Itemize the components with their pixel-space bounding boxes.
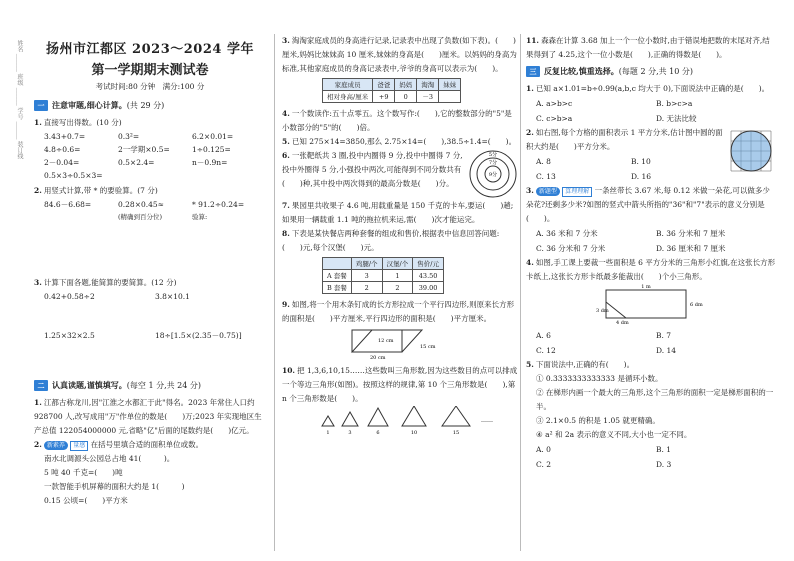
svg-text:1: 1 [326,430,330,436]
height-table: 家庭成员 爸爸 妈妈 淘淘 妹妹 相对身高/厘米 +9 0 －3 [322,78,461,103]
column-3 [526,34,776,553]
question-2-2: 2. 新素养 量感 在括号里填合适的面积单位或数。 [34,440,204,449]
calc-note-row: (精确到百分位) 验算: [118,213,208,221]
dim-label: 15 cm [420,344,436,350]
calc-row: 84.6－6.68= 0.28×0.45≈ * 91.2÷0.24= [44,200,245,209]
target-label: 5分 [488,152,498,158]
question-2-7: 7. 果园里共收果子 4.6 吨,用载重量是 150 千克的卡车,要运( )趟;如果用一辆载重 1.1 吨的拖拉机来运,需( )次才能运完。 [282,201,514,224]
target-label: 9分 [488,172,498,178]
exam-title: 扬州市江都区 2023～2024 学年 [46,42,254,57]
svg-text:6: 6 [376,430,380,436]
fill-line: 南水北调源头公园总占地 41( )。 [44,454,175,463]
svg-text:6 dm: 6 dm [690,302,703,308]
question-2-1: 1. 江都古称龙川,因"江淮之水都汇于此"得名。2023 年常住人口约 928700 人,改写成用"万"作单位的数是( )万;2023 年实现地区生产总值 122054000000 元,省略"亿"后面的尾数约是( )亿元。 [34,398,262,435]
card-diagram [596,284,706,324]
question-1-2: 2. 用竖式计算,带 * 的要验算。(7 分) [34,186,158,195]
svg-text:3: 3 [348,430,352,436]
choice-options: A. 6 B. 7 C. 12 D. 14 [536,331,677,355]
binding-margin: 姓名 ______ 班级 ______ 学号 ______ 装订线 [16,40,23,160]
question-3-4: 4. 如图,手工课上要裁一些面积是 6 平方分米的三角形小红旗,在这张长方形卡纸上,这张长方形卡纸最多能裁出( )个小三角形。 [526,258,776,281]
question-2-10: 10. 把 1,3,6,10,15……这些数叫三角形数,因为这些数目的点可以排成一个等边三角形(如图)。按照这样的规律,第 10 个三角形数是( ),第 n 个三角形数是( )。 [282,366,518,403]
exam-subtitle: 第一学期期末测试卷 [91,63,209,78]
triangle-numbers-diagram [312,406,512,436]
svg-text:……: …… [481,417,493,424]
svg-text:15: 15 [452,430,460,436]
calc-row: 1.25×32×2.5 18÷[1.5×(2.35－0.75)] [44,331,242,340]
fill-line: 一款智能手机屏幕的面积大约是 1( ) [44,482,185,491]
question-2-6: 6. 一张靶纸共 3 圈,投中内圈得 9 分,投中中圈得 7 分,投中外圈得 5 分,小强投中两次,可能得到不同分数共有( )种,其中投中两次得到的最高分数是( )分。 5分 7分 9分 [282,149,518,199]
statement: ② 在梯形内画一个最大的三角形,这个三角形的面积一定是梯形面积的一半。 [536,388,774,411]
grid-circle-diagram [726,126,776,176]
parallelogram-diagram [342,326,442,360]
question-2-11: 11. 森森在计算 3.68 加上一个一位小数时,由于错误地把数的末尾对齐,结果得到了 4.25,这个一位小数是( ),正确的得数是( )。 [526,36,770,59]
question-3-5: 5. 下面说法中,正确的有( )。 [526,360,635,369]
question-2-3: 3. 淘淘家庭成员的身高进行记录,记录表中出现了负数(如下表)。( )厘米,妈妈比妹妹高 10 厘米,妹妹的身高是( )厘米。以妈妈的身高为标准,其他家庭成员的身高记录表中,爷爷的身高可以表示为( )。 [282,36,517,73]
question-2-8: 8. 下表是某快餐店两种套餐的组成和售价,根据表中信息回答问题:( )元,每个汉堡( )元。 [282,229,500,252]
question-2-4: 4. 一个数读作:五十点零五。这个数写作:( ),它的整数部分的"5"是小数部分的"5"的( )倍。 [282,109,512,132]
calc-row: 0.42+0.58÷2 3.8×10.1 [44,292,190,301]
column-divider [520,34,521,551]
question-1-3: 3. 计算下面各题,能简算的要简算。(12 分) [34,278,177,287]
calc-row: 3.43+0.7= 0.3²= 6.2×0.01= [44,132,234,141]
question-3-3: 3. 新题型 算理理解 一条丝带长 3.67 米,每 0.12 米做一朵花,可以做多少朵花?还剩多少米?如图的竖式中箭头所指的"36"和"7"表示的意义分别是( )。 [526,186,770,223]
fill-line: 5 吨 40 千克=( )吨 [44,468,123,477]
fill-line: 0.15 公顷=( )平方米 [44,496,128,505]
question-3-2: 2. 如右图,每个方格的面积表示 1 平方分米,估计图中圆的面积大约是( )平方分米。 A. 8 B. 10 C. 13 D. 16 [526,126,776,184]
section-1-header: 一 注意审题,细心计算。 (共 29 分) [34,100,266,111]
question-2-9: 9. 如图,将一个用木条钉成的长方形拉成一个平行四边形,则原来长方形的面积是( )平方厘米,平行四边形的面积是( )平方厘米。 [282,300,515,323]
svg-text:4 dm: 4 dm [616,320,629,324]
exam-meta: 考试时间:80 分钟 满分:100 分 [95,82,205,91]
section-3-header: 三 反复比较,慎重选择。 (每题 2 分,共 10 分) [526,66,776,77]
target-diagram [468,149,518,199]
statement: ① 0.3333333333333 是循环小数。 [536,374,663,383]
target-label: 7分 [488,160,498,166]
question-2-5: 5. 已知 275×14=3850,那么 2.75×14=( ),38.5÷1.4=( )。 [282,137,517,146]
column-divider [274,34,275,551]
column-2 [282,34,518,553]
dim-label: 20 cm [370,355,386,360]
statement: ③ 2.1×0.5 的积是 1.05 就更精确。 [536,416,660,425]
svg-text:1 m: 1 m [641,284,651,290]
choice-options: A. 0 B. 1 C. 2 D. 3 [536,445,672,469]
choice-options: A. a>b>c B. b>c>a C. c>b>a D. 无法比较 [536,99,697,123]
calc-row: 2－0.04= 0.5×2.4= n－0.9n= [44,158,228,167]
choice-options: A. 36 米和 7 分米 B. 36 分米和 7 厘米 C. 36 分米和 7 分米 D. 36 厘米和 7 厘米 [536,229,726,253]
section-2-header: 二 认真读题,谨慎填写。 (每空 1 分,共 24 分) [34,380,266,391]
statement: ④ a² 和 2a 表示的意义不同,大小也一定不同。 [536,430,692,439]
svg-text:10: 10 [410,430,418,436]
calc-row: 4.8÷0.6= 2一学期×0.5= 1÷0.125= [44,145,231,154]
column-1 [34,34,266,553]
meal-table: 鸡腿/个 汉堡/个 售价/元 A 套餐 3 1 43.50 B 套餐 2 2 39.00 [322,257,444,294]
svg-text:3 dm: 3 dm [596,308,609,314]
calc-row: 0.5×3÷0.5×3= [44,171,103,180]
question-1-1: 1. 直接写出得数。(10 分) [34,118,122,127]
question-3-1: 1. 已知 a×1.01=b÷0.99(a,b,c 均大于 0),下面说法中正确的是( )。 [526,84,770,93]
dim-label: 12 cm [378,338,394,344]
